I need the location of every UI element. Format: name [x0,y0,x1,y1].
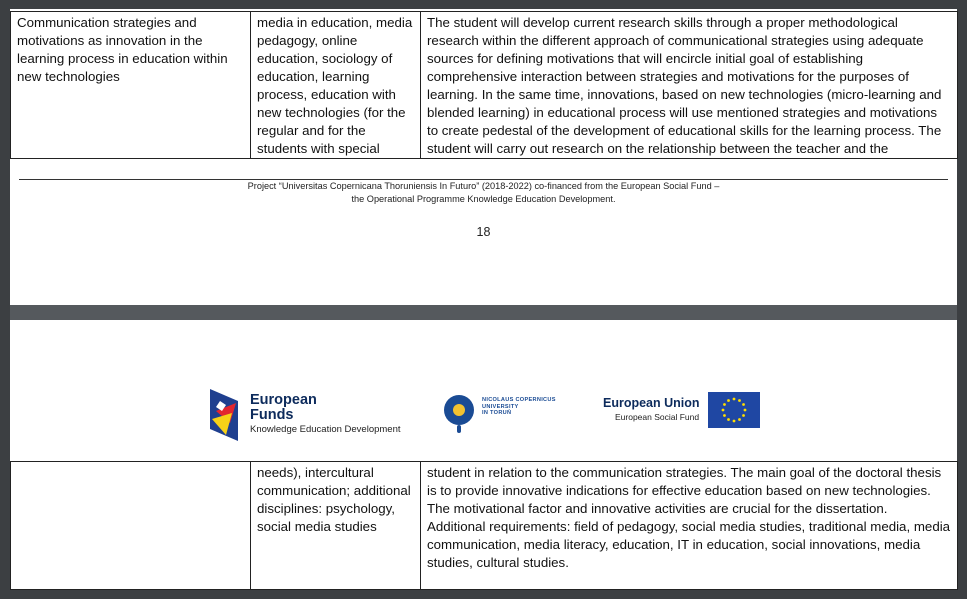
description-paragraph-1: student in relation to the communication strategies. The main goal of the doctoral thesis is to provide innovative indications for effective education based on new technologies. The motivational factor and innovative activities are crucial for the dissertation. [427,465,942,516]
topics-table-top [10,11,958,159]
european-union-logo [600,390,780,440]
topics-table-bottom [10,461,958,590]
european-funds-flag-icon [210,389,238,441]
additional-requirements: Additional requirements: field of pedagogy, social media studies, traditional media, media communication, media literacy, education, IT in education, social innovations, media studies, cultural studies. [427,519,951,570]
european-funds-title-1: European [250,392,317,408]
eu-star-icon [727,418,730,421]
university-name-line-3: IN TORUŃ [482,410,512,417]
european-funds-subtitle: Knowledge Education Development [250,424,401,435]
description-cell: The student will develop current research skills through a proper methodological research within the different approach of communicational strategies using adequate sources for defining motivations that will encircle initial goal of establishing comprehensive interaction between strategies and motivations for the purposes of learning. In the same time, innovations, based on new technologies (micro-learning and blended learning) in educational process will use mentioned strategies and motivations to create pedestal of the development of educational skills for the learning process. The student will carry out research on the relationship between the teacher and the [421,12,958,159]
footer-line-1: Project “Universitas Copernicana Thoruniensis In Futuro” (2018-2022) co-financed from the European Social Fund – [247,181,720,191]
eu-star-icon [723,403,726,406]
table-row [11,462,958,590]
eu-star-icon [723,414,726,417]
eu-subtitle: European Social Fund [615,412,700,422]
page-footer [10,180,957,206]
eu-title: European Union [603,396,700,410]
header-logos [10,375,957,445]
topic-title-cell: Communication strategies and motivations as innovation in the learning process in education within new technologies [11,12,251,159]
description-cell [421,462,958,590]
university-name-line-2: UNIVERSITY [482,403,519,410]
disciplines-cell: media in education, media pedagogy, online education, sociology of education, learning process, education with new technologies (for the regular and for the students with special [251,12,421,159]
eu-star-icon [727,399,730,402]
topic-title-cell [11,462,251,590]
university-name-line-1: NICOLAUS COPERNICUS [482,397,556,403]
table-row [11,12,958,159]
university-logo [444,395,574,435]
disciplines-cell: needs), intercultural communication; additional disciplines: psychology, social media studies [251,462,421,590]
european-funds-title-2: Funds [250,407,294,423]
european-funds-logo [202,383,412,439]
page-separator [10,305,957,320]
eu-star-icon [742,414,745,417]
university-emblem-icon [444,395,474,425]
eu-star-icon [742,403,745,406]
eu-star-icon [722,409,725,412]
document-page-bottom [10,320,957,590]
footer-line-2: the Operational Programme Knowledge Education Development. [351,194,616,204]
eu-star-icon [738,418,741,421]
eu-star-icon [733,398,736,401]
eu-flag-icon [708,392,760,428]
eu-star-icon [744,409,747,412]
eu-star-icon [738,399,741,402]
eu-star-icon [733,420,736,423]
document-page-top [10,9,957,305]
page-number: 18 [476,225,491,239]
